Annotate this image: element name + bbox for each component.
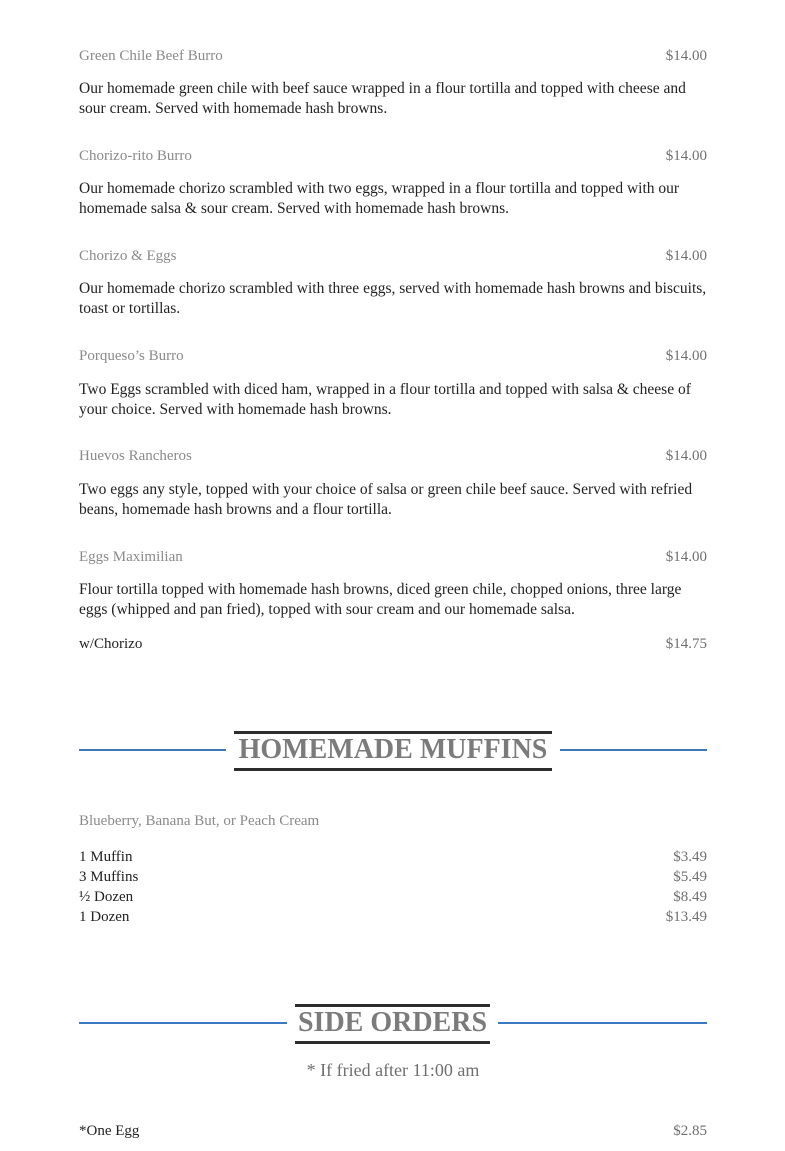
side-orders-section-title: SIDE ORDERS (295, 1004, 490, 1044)
muffin-option-row (79, 889, 707, 909)
menu-item-price: $14.00 (665, 48, 707, 64)
menu-item-description: Two Eggs scrambled with diced ham, wrapped in a flour tortilla and topped with salsa & cheese of your choice. Served with homemade hash browns. (79, 381, 691, 418)
muffins-section-heading (79, 731, 707, 771)
muffin-option-price: $5.49 (673, 869, 707, 885)
menu-item-header (79, 448, 707, 468)
menu-item-description: Our homemade chorizo scrambled with three eggs, served with homemade hash browns and biscuits, toast or tortillas. (79, 280, 707, 317)
side-order-label: *One Egg (79, 1123, 140, 1139)
side-order-price: $2.85 (673, 1123, 707, 1139)
side-orders-note: * If fried after 11:00 am (306, 1060, 480, 1080)
menu-item-header (79, 549, 707, 569)
muffin-option-label: 1 Muffin (79, 849, 133, 865)
menu-item-price: $14.00 (665, 448, 707, 464)
heading-rule-left (79, 1022, 287, 1024)
side-orders-section-heading (79, 1004, 707, 1044)
muffin-option-label: ½ Dozen (79, 889, 134, 905)
menu-item-description: Our homemade green chile with beef sauce wrapped in a flour tortilla and topped with cheese and sour cream. Served with homemade hash browns. (79, 80, 686, 117)
menu-item-name: Eggs Maximilian (79, 549, 183, 565)
menu-item-price: $14.00 (665, 248, 707, 264)
muffin-option-label: 1 Dozen (79, 909, 130, 925)
heading-rule-right (498, 1022, 707, 1024)
menu-item-header (79, 248, 707, 268)
muffin-option-row (79, 869, 707, 889)
menu-item-price: $14.00 (665, 348, 707, 364)
menu-item-name: Green Chile Beef Burro (79, 48, 223, 64)
menu-item-description: Our homemade chorizo scrambled with two eggs, wrapped in a flour tortilla and topped with our homemade salsa & sour cream. Served with homemade hash browns. (79, 180, 680, 217)
menu-item-name: Porqueso’s Burro (79, 348, 184, 364)
menu-item-description: Flour tortilla topped with homemade hash browns, diced green chile, chopped onions, three large eggs (whipped and pan fried), topped with sour cream and our homemade salsa. (79, 581, 682, 618)
muffin-option-label: 3 Muffins (79, 869, 139, 885)
muffin-option-row (79, 849, 707, 869)
menu-item-price: $14.00 (665, 549, 707, 565)
muffin-option-price: $8.49 (673, 889, 707, 905)
muffin-flavors: Blueberry, Banana But, or Peach Cream (79, 813, 320, 829)
addon-label: w/Chorizo (79, 636, 143, 652)
addon-row (79, 636, 707, 656)
muffin-option-row (79, 909, 707, 929)
menu-item-name: Chorizo & Eggs (79, 248, 177, 264)
menu-item-header (79, 348, 707, 368)
menu-item-name: Huevos Rancheros (79, 448, 192, 464)
menu-item-header (79, 48, 707, 68)
menu-item-name: Chorizo-rito Burro (79, 148, 192, 164)
side-order-row (79, 1123, 707, 1143)
heading-rule-right (560, 749, 707, 751)
muffin-option-price: $13.49 (665, 909, 707, 925)
muffin-option-price: $3.49 (673, 849, 707, 865)
menu-item-header (79, 148, 707, 168)
muffins-section-title: HOMEMADE MUFFINS (234, 731, 552, 771)
menu-item-description: Two eggs any style, topped with your choice of salsa or green chile beef sauce. Served with refried beans, homemade hash browns and a flour tortilla. (79, 481, 693, 518)
addon-price: $14.75 (665, 636, 707, 652)
heading-rule-left (79, 749, 226, 751)
menu-item-price: $14.00 (665, 148, 707, 164)
